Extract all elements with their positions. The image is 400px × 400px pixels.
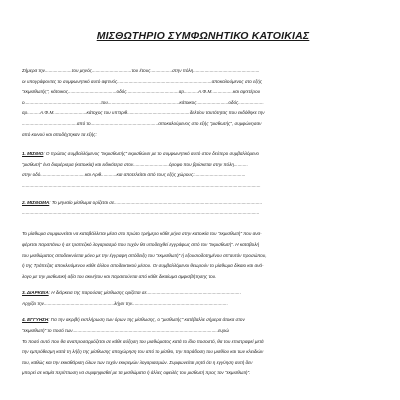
- section-guarantee-line: του, καθώς και την εκκαθάριση όλων των τυχόν εκκρεμών λογαριασμών. Συμφωνείται ρητά ότι η εγγύηση αυτή δεν: [22, 359, 253, 365]
- section-rent-line: ..........................................................................................................................................................................................: [22, 210, 260, 216]
- intro-paragraph: [22, 66, 384, 140]
- section-rent: [22, 198, 384, 283]
- section-object-text: Ο πρώτος συμβαλλόμενος "εκμισθωτής" εκμισθώνει με το συμφωνητικό αυτό στον δεύτερο συμβαλλόμενο: [45, 151, 259, 157]
- section-rent-first-line: 2. ΜΙΣΘΩΜΑ: Το μηνιαίο μίσθωμα ορίζεται σε....................................................................................................................: [22, 199, 263, 205]
- intro-line: ...........................................από το.....................................................αποκαλούμενος στο εξής "μισθωτής", συμφώνησαν: [22, 120, 262, 126]
- section-guarantee-first-line: 4. ΕΓΓΥΗΣΗ: Για την ακριβή εκπλήρωση των όρων της μίσθωσης, ο "μισθωτής" κατέβαλλε σήμερα άτοκα στον: [22, 317, 245, 323]
- intro-line: ο............................................................του........................................................κάτοικος.........................οδός....................: [22, 99, 264, 105]
- section-rent-text: Το μηνιαίο μίσθωμα ορίζεται σε....................................................................................................................: [51, 199, 263, 205]
- document-title: ΜΙΣΘΩΤΗΡΙΟ ΣΥΜΦΩΝΗΤΙΚΟ ΚΑΤΟΙΚΙΑΣ: [96, 30, 310, 42]
- intro-line: οι υπογράφοντες το συμφωνητικό αυτό αφ'ενός..........................................................................αποκαλούμενος στο εξής: [22, 78, 262, 84]
- section-object-line: "μισθωτή" ένα διαμέρισμα (κατοικία) και ειδικότερα στον............................όροφο που βρίσκεται στην πόλη...........: [22, 161, 248, 167]
- section-guarantee-line: "εκμισθωτή" το ποσό των..................................................................................................................ευρώ: [22, 328, 229, 334]
- section-rent-line: του μισθώματος αποδεικνύεται μόνο με την έγγραφη απόδειξη του "εκμισθωτή" ή εξουσιοδοτημένου απ'αυτόν προσώπου,: [22, 252, 267, 258]
- section-rent-line: Το μίσθωμα συμφωνείται να καταβάλλεται μέσα στο πρώτο τριήμερο κάθε μήνα στην κατοικία του "εκμισθωτή" που ανα-: [22, 231, 262, 237]
- section-object-line: ...........................................................................................................................................................................................: [22, 182, 261, 188]
- section-guarantee-text: Για την ακριβή εκπλήρωση των όρων της μίσθωσης, ο "μισθωτής" κατέβαλλε σήμερα άτοκα στον: [50, 317, 245, 323]
- section-rent-line: ή της Τράπεζας αποκλειόμενου κάθε άλλου αποδεικτικού μέσου. Οι συμβαλλόμενοι θεωρούν το μίσθωμα δίκαιο και ανά-: [22, 263, 264, 269]
- intro-line: αρ..........Α.Φ.Μ..........................κάτοχος του υπ'αριθ.................................................δελτίου ταυτότητας που εκδόθηκε την: [22, 110, 265, 116]
- section-duration-line: Αρχίζει την.......................................................λήγει την...........................................................................: [22, 300, 228, 306]
- intro-line: από κοινού και αποδέχτηκαν τα εξής:: [22, 131, 97, 137]
- section-guarantee-line: την εμπρόθεσμη κατά τη λήξη της μίσθωσης αποχώρηση του από το μίσθιο, την παράδοση του μισθίου και των κλειδιών: [22, 349, 264, 355]
- section-rent-heading: 2. ΜΙΣΘΩΜΑ: [22, 199, 50, 205]
- intro-line: "εκμισθωτής", κάτοικος......................................οδός.........................................αρ...........Α.Φ.Μ.................και αφ'ετέρου: [22, 89, 261, 95]
- section-object-heading: 1. ΜΙΣΘΙΟ: [22, 151, 44, 157]
- section-object-line: στην οδό...................................και Αριθ............και αποτελείται από τους εξής χώρους:........................................: [22, 172, 246, 178]
- section-object-first-line: 1. ΜΙΣΘΙΟ: Ο πρώτος συμβαλλόμενος "εκμισθωτής" εκμισθώνει με το συμφωνητικό αυτό στον δεύτερο συμβαλλόμενο: [22, 151, 259, 157]
- section-rent-line: [22, 219, 384, 230]
- section-rent-line: φέρεται παραπάνω ή σε τραπεζικό λογαριασμό που τυχόν θα υποδειχθεί εγγράφως από τον "εκμισθωτή". Η καταβολή: [22, 241, 260, 247]
- section-duration-first-line: 3. ΔΙΑΡΚΕΙΑ: Η διάρκεια της παρούσας μίσθωσης ορίζεται σε..........................................................................: [22, 290, 241, 296]
- section-object: [22, 149, 384, 191]
- section-duration-heading: 3. ΔΙΑΡΚΕΙΑ: [22, 290, 49, 296]
- section-duration-text: Η διάρκεια της παρούσας μίσθωσης ορίζεται σε..........................................................................: [51, 290, 241, 296]
- section-guarantee: [22, 315, 384, 379]
- section-duration: [22, 288, 384, 309]
- section-guarantee-heading: 4. ΕΓΓΥΗΣΗ: [22, 317, 49, 323]
- section-guarantee-line: Το ποσό αυτό που θα αναπροσαρμόζεται σε κάθε αύξηση του μισθώματος κατά το ίδιο ποσοστό, θα του επιστραφεί μετά: [22, 338, 264, 344]
- section-guarantee-line: μπορεί σε καμία περίπτωση να συμψηφισθεί με τα μισθώματα ή άλλες οφειλές του μισθωτή προς τον "εκμισθωτή".: [22, 370, 251, 376]
- section-rent-line: λογο με την μισθωτική αξία του ακινήτου και παραιτούνται από κάθε δικαίωμα αμφισβήτησης του.: [22, 273, 217, 279]
- intro-line: Σήμερα την.....................του μηνός...............................του έτους.................στην πόλη....................................................: [22, 68, 260, 73]
